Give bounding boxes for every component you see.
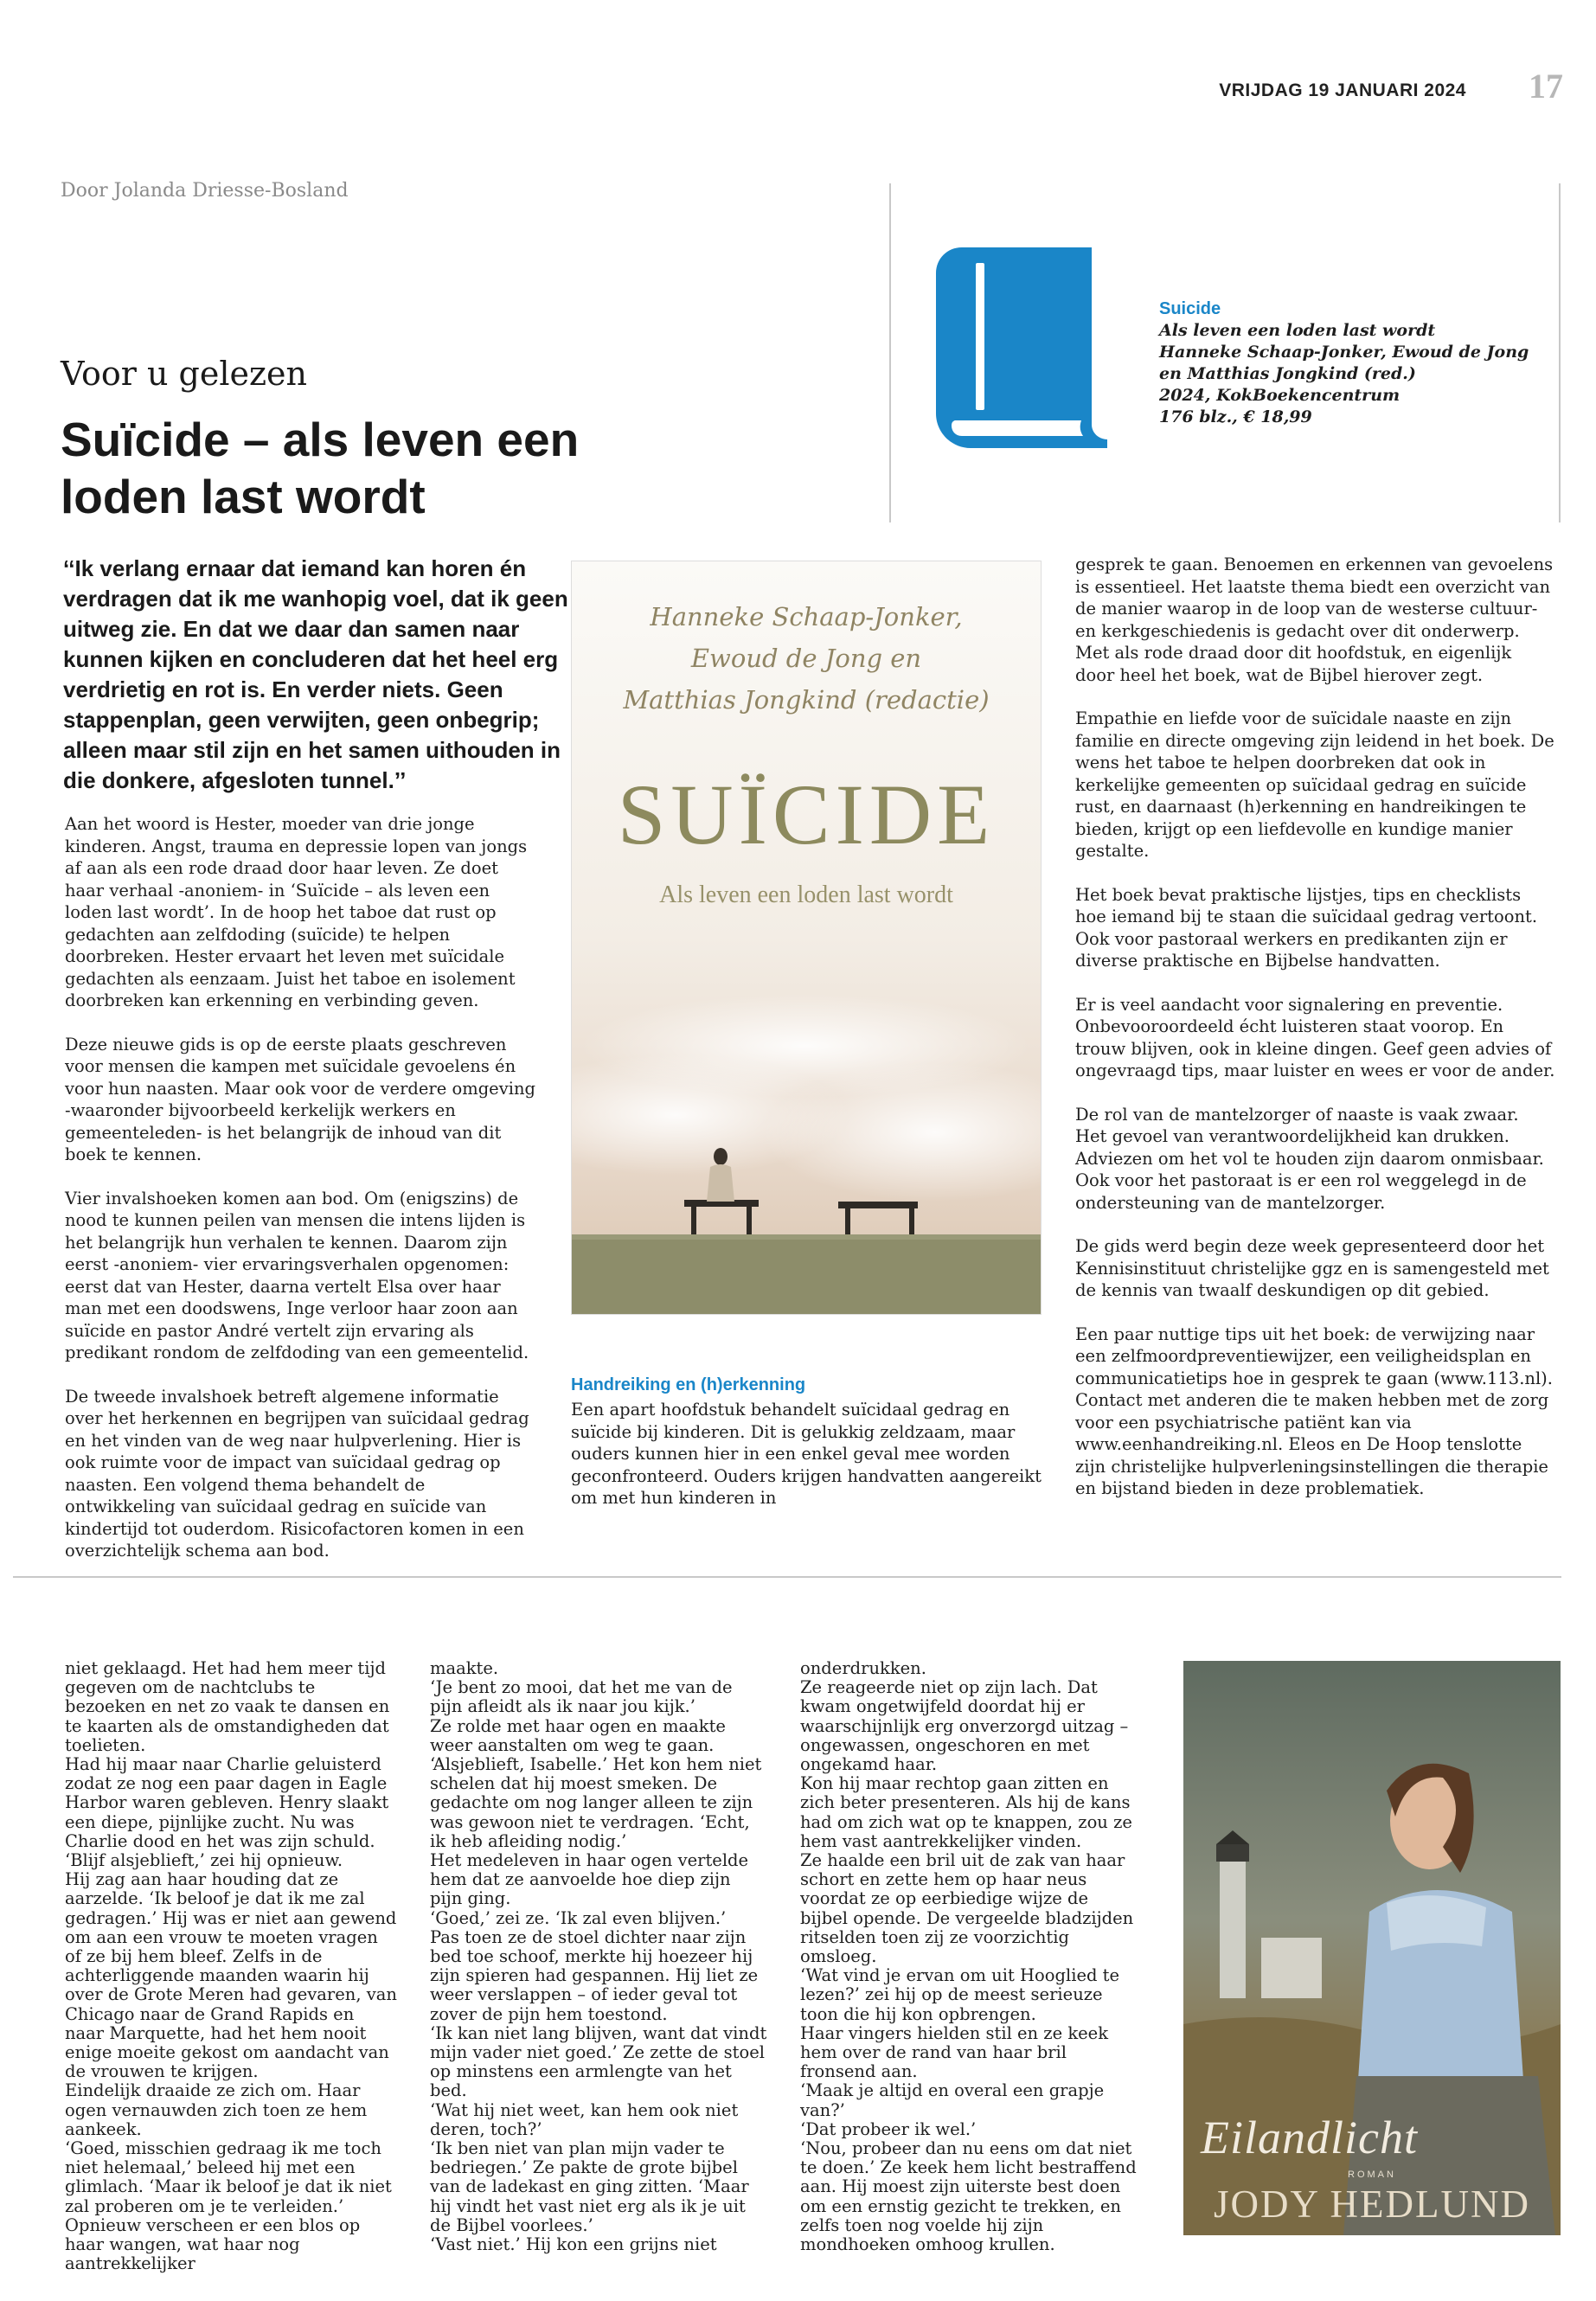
paragraph: Aan het woord is Hester, moeder van drie jonge kinderen. Angst, trauma en depressie lopen van jongs af aan als een rode draad door haar leven. Ze doet haar verhaal -anoniem- in ‘Suïcide – als leven een loden last wordt’. In de hoop het taboe dat rust op gedachten aan zelfdoding (suïcide) te helpen doorbreken. Hester ervaart het leven met suïcidale gedachten als eenzaam. Juist het taboe en isolement doorbreken kan erkenning en verbinding geven. xyxy=(65,814,528,1010)
article-column-3 xyxy=(1075,554,1555,1522)
story-paragraph: ‘Ik ben niet van plan mijn vader te bedriegen.’ Ze pakte de grote bijbel van de ladekast en ging zitten. ‘Maar hij vindt het vast niet erg als ik je uit de Bijbel voorlees.’ xyxy=(430,2138,749,2235)
info-box-line: Hanneke Schaap-Jonker, Ewoud de Jong xyxy=(1159,343,1529,362)
page-number: 17 xyxy=(1529,67,1563,106)
story-paragraph: ‘Wat hij niet weet, kan hem ook niet deren, toch?’ xyxy=(430,2099,739,2139)
book-info-box xyxy=(1159,298,1531,428)
paragraph: Vier invalshoeken komen aan bod. Om (enigszins) de nood te kunnen peilen van mensen die intens lijden is het belangrijk hun verhalen te kennen. Daarom zijn eerst -anoniem- vier ervaringsverhalen opgenomen: eerst dat van Hester, daarna vertelt Elsa over haar man met een doodswens, Inge verloor haar zoon aan suïcide en pastor André vertelt zijn ervaring als predikant rondom de zelfdoding van een gemeentelid. xyxy=(65,1188,529,1362)
paragraph: Er is veel aandacht voor signalering en preventie. Onbevooroordeeld écht luisteren staat voorop. En trouw blijven, ook in kleine dingen. Geef geen advies of ongevraagd tips, maar luister en wees er voor de ander. xyxy=(1075,994,1555,1080)
column-rule xyxy=(1559,183,1561,522)
cover-author: JODY HEDLUND xyxy=(1213,2182,1531,2226)
story-paragraph: ‘Dat probeer ik wel.’ xyxy=(800,2118,977,2139)
story-paragraph: ‘Maak je altijd en overal een grapje van?’ xyxy=(800,2080,1105,2120)
kicker: Voor u gelezen xyxy=(61,355,307,393)
paragraph: gesprek te gaan. Benoemen en erkennen van gevoelens is essentieel. Het laatste thema biedt een overzicht van de manier waarop in de loop van de westerse cultuur- en kerkgeschiedenis is gedacht over dit onderwerp. Met als rode draad door dit hoofdstuk, en eigenlijk door heel het boek, wat de Bijbel hierover zegt. xyxy=(1075,554,1554,685)
paragraph: Empathie en liefde voor de suïcidale naaste en zijn familie en directe omgeving zijn leidend in het boek. De wens het taboe te helpen doorbreken dat ook in kerkelijke gemeenten op suïcidaal gedrag en suïcide rust, en daarnaast (h)erkenning en handreikingen te bieden, krijgt op een liefdevolle en kundige manier gestalte. xyxy=(1075,708,1554,861)
story-paragraph: ‘Goed, misschien gedraag ik me toch niet helemaal,’ beleed hij met een glimlach. ‘Maar ik beloof je dat ik niet zal proberen om je te verleiden.’ xyxy=(65,2138,392,2216)
subheading: Handreiking en (h)erkenning xyxy=(571,1375,806,1394)
paragraph: De gids werd begin deze week gepresenteerd door het Kennisinstituut christelijke ggz en is samengesteld met de kennis van twaalf deskundigen op dit gebied. xyxy=(1075,1236,1549,1300)
paragraph: Een apart hoofdstuk behandelt suïcidaal gedrag en suïcide bij kinderen. Dit is gelukkig zeldzaam, maar ouders kunnen hier in een enkel geval mee worden geconfronteerd. Ouders krijgen handvatten aangereikt om met hun kinderen in xyxy=(571,1400,1042,1508)
story-column-3 xyxy=(800,1659,1138,2254)
column-rule xyxy=(889,183,891,522)
cover-author-line: Ewoud de Jong en xyxy=(690,644,922,673)
story-paragraph: Pas toen ze de stoel dichter naar zijn bed toe schoof, merkte hij hoezeer hij zijn spieren had gespannen. Hij liet ze weer verslappen – of ieder geval tot zover de pijn hem toestond. xyxy=(430,1926,759,2024)
byline: Door Jolanda Driesse-Bosland xyxy=(61,180,349,202)
story-paragraph: ‘Goed,’ zei ze. ‘Ik zal even blijven.’ xyxy=(430,1907,727,1928)
story-paragraph: Het medeleven in haar ogen vertelde hem dat ze aanvoelde hoe diep zijn pijn ging. xyxy=(430,1850,749,1909)
info-box-title: Suicide xyxy=(1159,299,1221,318)
info-box-line: Als leven een loden last wordt xyxy=(1159,321,1436,340)
story-paragraph: Ze haalde een bril uit de zak van haar schort en zette hem op haar neus voordat ze op eerbiedige wijze de bijbel opende. De vergeelde bladzijden ritselden toen zij ze voorzichtig omsloeg. xyxy=(800,1850,1134,1967)
issue-date: VRIJDAG 19 JANUARI 2024 xyxy=(1219,80,1466,100)
info-box-line: 2024, KokBoekencentrum xyxy=(1159,386,1401,405)
paragraph: De rol van de mantelzorger of naaste is vaak zwaar. Het gevoel van verantwoordelijkheid kan drukken. Adviezen om het vol te houden zijn daarom onmisbaar. Ook voor het pastoraat is er een rol weggelegd in de ondersteuning van de mantelzorger. xyxy=(1075,1104,1544,1213)
story-paragraph: Opnieuw verscheen er een blos op haar wangen, wat haar nog aantrekkelijker xyxy=(65,2214,361,2274)
cover-subtitle: Als leven een loden last wordt xyxy=(659,881,953,908)
headline: Suïcide – als leven een loden last wordt xyxy=(61,413,580,523)
cover-title: SUÏCIDE xyxy=(617,766,996,862)
cover-author-line: Hanneke Schaap-Jonker, xyxy=(650,602,963,631)
book-cover-suicide xyxy=(571,561,1042,1315)
story-paragraph: ‘Nou, probeer dan nu eens om dat niet te doen.’ Ze keek hem licht bestraffend aan. Hij moest zijn uiterste best doen om een ernstig gezicht te trekken, en zelfs toen nog voelde hij zijn mondhoeken omhoog krullen. xyxy=(800,2138,1137,2255)
story-column-1 xyxy=(65,1659,398,2274)
paragraph: Deze nieuwe gids is op de eerste plaats geschreven voor mensen die kampen met suïcidale gevoelens én voor hun naasten. Maar ook voor de verdere omgeving -waaronder bijvoorbeeld kerkelijk werkers en gemeenteleden- is het belangrijk de inhoud van dit boek te kennen. xyxy=(65,1034,536,1164)
pull-quote: ‘‘Ik verlang ernaar dat iemand kan horen én verdragen dat ik me wanhopig voel, dat ik geen uitweg zie. En dat we daar dan samen naar kunnen kijken en concluderen dat het heel erg verdrietig en rot is. En verder niets. Geen stappenplan, geen verwijten, geen onbegrip; alleen maar stil zijn en het samen uithouden in die donkere, afgesloten tunnel.’’ xyxy=(63,555,568,793)
info-box-line: en Matthias Jongkind (red.) xyxy=(1159,364,1416,383)
story-paragraph: ‘Wat vind je ervan om uit Hooglied te lezen?’ zei hij op de meest serieuze toon die hij kon opbrengen. xyxy=(800,1965,1120,2024)
cover-author-line: Matthias Jongkind (redactie) xyxy=(623,685,990,715)
story-paragraph: ‘Blijf alsjeblieft,’ zei hij opnieuw. xyxy=(65,1850,343,1871)
story-paragraph: ‘Je bent zo mooi, dat het me van de pijn afleidt als ik naar jou kijk.’ xyxy=(430,1677,733,1717)
cover-title: Eilandlicht xyxy=(1201,2112,1418,2163)
story-paragraph: ‘Vast niet.’ Hij kon een grijns niet xyxy=(430,2234,717,2255)
book-cover-eilandlicht xyxy=(1183,1661,1561,2235)
paragraph: Een paar nuttige tips uit het boek: de verwijzing naar een zelfmoordpreventiewijzer, een veiligheidsplan en communicatietips hoe in gesprek te gaan (www.113.nl). Contact met anderen die te maken hebben met de zorg voor een psychiatrische patiënt kan via www.eenhandreiking.nl. Eleos en De Hoop tenslotte zijn christelijke hulpverleningsinstellingen die therapie en bijstand bieden in deze problematiek. xyxy=(1075,1324,1553,1498)
story-paragraph: niet geklaagd. Het had hem meer tijd gegeven om de nachtclubs te bezoeken en net zo vaak te dansen en te kaarten als de omstandigheden dat toelieten. xyxy=(65,1658,390,1755)
article-column-2 xyxy=(571,1399,1042,1509)
story-paragraph: Had hij maar naar Charlie geluisterd zodat ze nog een paar dagen in Eagle Harbor waren gebleven. Henry slaakt een diepe, pijnlijke zucht. Nu was Charlie dood en het was zijn schuld. xyxy=(65,1754,389,1851)
story-paragraph: Ze reageerde niet op zijn lach. Dat kwam ongetwijfeld doordat hij er waarschijnlijk erg onverzorgd uitzag – ongewassen, ongeschoren en met ongekamd haar. xyxy=(800,1677,1129,1775)
story-paragraph: Hij zag aan haar houding dat ze aarzelde. ‘Ik beloof je dat ik me zal gedragen.’ Hij was er niet aan gewend om aan een vrouw te moeten vragen of ze bij hem bleef. Zelfs in de achterliggende maanden waarin hij over de Grote Meren had gevaren, van Chicago naar de Grand Rapids en naar Marquette, had het hem nooit enige moeite gekost om aandacht van de vrouwen te krijgen. xyxy=(65,1869,397,2082)
info-box-line: 176 blz., € 18,99 xyxy=(1159,407,1312,426)
story-paragraph: Ze rolde met haar ogen en maakte weer aanstalten om weg te gaan. xyxy=(430,1715,726,1755)
story-paragraph: onderdrukken. xyxy=(800,1658,926,1678)
story-paragraph: Kon hij maar rechtop gaan zitten en zich beter presenteren. Als hij de kans had om zich wat op te knappen, zou ze hem vast aantrekkelijker vinden. xyxy=(800,1773,1132,1851)
cover-label: ROMAN xyxy=(1348,2170,1396,2180)
paragraph: De tweede invalshoek betreft algemene informatie over het herkennen en begrijpen van suïcidaal gedrag en het vinden van de weg naar hulpverlening. Hier is ook ruimte voor de impact van suïcidaal gedrag op naasten. Een volgend thema behandelt de ontwikkeling van suïcidaal gedrag en suïcide van kindertijd tot ouderdom. Risicofactoren komen in een overzichtelijk schema aan bod. xyxy=(65,1386,529,1561)
cover-authors xyxy=(572,596,1041,721)
story-paragraph: ‘Alsjeblieft, Isabelle.’ Het kon hem niet schelen dat hij moest smeken. De gedachte om nog langer alleen te zijn was gewoon niet te verdragen. ‘Echt, ik heb afleiding nodig.’ xyxy=(430,1754,762,1851)
paragraph: Het boek bevat praktische lijstjes, tips en checklists hoe iemand bij te staan die suïcidaal gedrag vertoont. Ook voor pastoraal werkers en predikanten zijn er diverse praktische en Bijbelse handvatten. xyxy=(1075,884,1538,971)
article-column-1 xyxy=(65,813,536,1584)
story-paragraph: ‘Ik kan niet lang blijven, want dat vindt mijn vader niet goed.’ Ze zette de stoel op minstens een armlengte van het bed. xyxy=(430,2022,767,2101)
story-paragraph: maakte. xyxy=(430,1658,499,1678)
story-paragraph: Eindelijk draaide ze zich om. Haar ogen vernauwden zich toen ze hem aankeek. xyxy=(65,2080,368,2139)
story-column-2 xyxy=(430,1659,767,2254)
story-paragraph: Haar vingers hielden stil en ze keek hem over de rand van haar bril fronsend aan. xyxy=(800,2022,1109,2082)
book-icon xyxy=(936,247,1107,448)
